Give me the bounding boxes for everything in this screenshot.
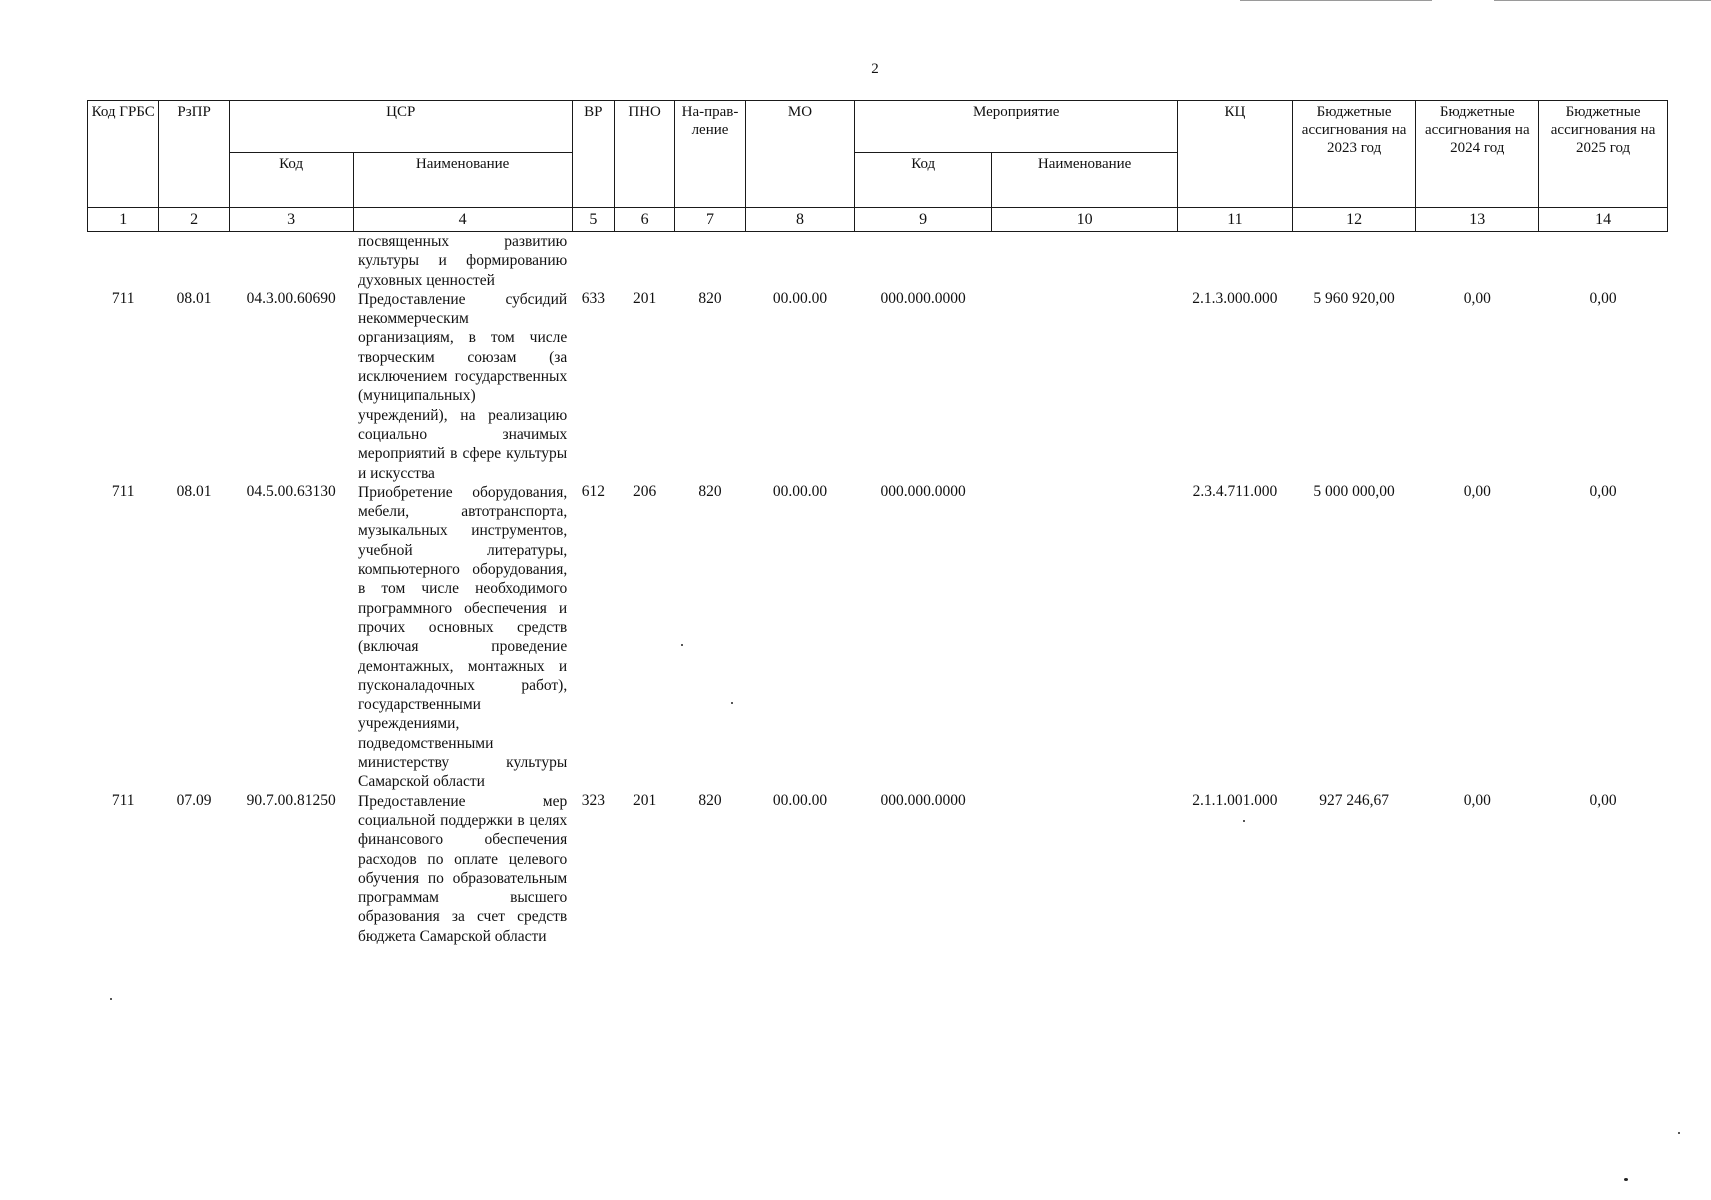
header-napravlenie: На-прав-ление (675, 101, 745, 208)
cell-rzpr: 08.01 (176, 289, 212, 307)
cell-mer-code: 000.000.0000 (880, 289, 966, 307)
table-row (88, 483, 1668, 792)
cell-csr-code: 04.5.00.63130 (246, 482, 336, 500)
column-number: 2 (159, 208, 229, 232)
cell-csr-name: Предоставление мер социальной поддержки в целях финансового обеспечения расходов по оплате целевого обучения по образовательным программам высшего образования за счет средств бюджета Самарской области (358, 792, 568, 945)
cell-mer-name (992, 483, 1178, 792)
cell-ba-2025: 0,00 (1589, 289, 1617, 307)
scan-speck (1243, 820, 1245, 822)
cell-rzpr: 08.01 (176, 482, 212, 500)
cell-ba-2025: 0,00 (1589, 791, 1617, 809)
header-mer-kod: Код (855, 153, 992, 208)
scan-edge-line (1240, 0, 1432, 1)
column-number: 12 (1292, 208, 1416, 232)
table-row (88, 792, 1668, 946)
column-number: 1 (88, 208, 159, 232)
column-number: 11 (1178, 208, 1293, 232)
cell-csr-name: Приобретение оборудования, мебели, автотранспорта, музыкальных инструментов, учебной литературы, компьютерного оборудования, в том числе необходимого программного обеспечения и прочих основных средств (включая проведение демонтажных, монтажных и пусконаладочных работ), государственными учреждениями, подведомственными министерству культуры Самарской области (358, 483, 568, 791)
cell-ba-2024: 0,00 (1463, 289, 1491, 307)
header-rzpr: РзПР (159, 101, 229, 208)
continuation-text: посвященных развитию культуры и формированию духовных ценностей (358, 233, 568, 289)
cell-mer-name (992, 290, 1178, 483)
cell-kod-grbs: 711 (111, 482, 135, 500)
cell-pno: 206 (633, 482, 657, 500)
cell-mer-code: 000.000.0000 (880, 791, 966, 809)
cell-ba-2023: 5 000 000,00 (1313, 482, 1395, 500)
cell-csr-code: 04.3.00.60690 (246, 289, 336, 307)
header-csr: ЦСР (229, 101, 572, 153)
column-number: 14 (1539, 208, 1668, 232)
header-csr-kod: Код (229, 153, 353, 208)
cell-napravlenie: 820 (698, 482, 722, 500)
cell-mer-name (992, 792, 1178, 946)
cell-rzpr: 07.09 (176, 791, 212, 809)
cell-mo: 00.00.00 (772, 791, 828, 809)
header-ba-2023: Бюджетные ассигнования на 2023 год (1292, 101, 1416, 208)
column-number: 10 (992, 208, 1178, 232)
scan-speck (681, 644, 683, 646)
cell-ba-2024: 0,00 (1463, 482, 1491, 500)
cell-napravlenie: 820 (698, 791, 722, 809)
header-kc: КЦ (1178, 101, 1293, 208)
header-ba-2024: Бюджетные ассигнования на 2024 год (1416, 101, 1539, 208)
page-number: 2 (871, 61, 879, 77)
scan-edge-line (1494, 0, 1711, 1)
header-vr: ВР (572, 101, 614, 208)
continuation-row (88, 232, 1668, 290)
cell-ba-2024: 0,00 (1463, 791, 1491, 809)
header-ba-2025: Бюджетные ассигнования на 2025 год (1539, 101, 1668, 208)
scan-speck (110, 998, 112, 1000)
header-kod-grbs: Код ГРБС (88, 101, 159, 208)
cell-kc: 2.1.1.001.000 (1192, 791, 1278, 809)
cell-ba-2023: 5 960 920,00 (1313, 289, 1395, 307)
header-mo: МО (745, 101, 855, 208)
cell-mo: 00.00.00 (772, 482, 828, 500)
cell-napravlenie: 820 (698, 289, 722, 307)
cell-ba-2025: 0,00 (1589, 482, 1617, 500)
cell-kc: 2.3.4.711.000 (1192, 482, 1278, 500)
cell-vr: 633 (581, 289, 605, 307)
scan-speck (731, 702, 733, 704)
column-number: 13 (1416, 208, 1539, 232)
header-meropriyatie: Мероприятие (855, 101, 1178, 153)
cell-ba-2023: 927 246,67 (1319, 791, 1389, 809)
cell-vr: 612 (581, 482, 605, 500)
cell-pno: 201 (633, 289, 657, 307)
cell-mo: 00.00.00 (772, 289, 828, 307)
cell-csr-name: Предоставление субсидий некоммерческим организациям, в том числе творческим союзам (за исключением государственных (муниципальных) учреждений), на реализацию социально значимых мероприятий в сфере культуры и искусства (358, 290, 568, 482)
header-pno: ПНО (614, 101, 674, 208)
column-number: 5 (572, 208, 614, 232)
scan-speck (1678, 1132, 1680, 1134)
column-number: 4 (353, 208, 572, 232)
column-number: 8 (745, 208, 855, 232)
budget-table (87, 100, 1668, 946)
cell-kc: 2.1.3.000.000 (1192, 289, 1278, 307)
header-mer-name: Наименование (992, 153, 1178, 208)
column-number: 3 (229, 208, 353, 232)
table-row (88, 290, 1668, 483)
cell-kod-grbs: 711 (111, 791, 135, 809)
cell-kod-grbs: 711 (111, 289, 135, 307)
scan-speck (1624, 1178, 1628, 1181)
column-number-row (88, 208, 1668, 232)
cell-pno: 201 (633, 791, 657, 809)
column-number: 7 (675, 208, 745, 232)
cell-csr-code: 90.7.00.81250 (246, 791, 336, 809)
cell-mer-code: 000.000.0000 (880, 482, 966, 500)
column-number: 9 (855, 208, 992, 232)
cell-vr: 323 (581, 791, 605, 809)
column-number: 6 (614, 208, 674, 232)
header-csr-name: Наименование (353, 153, 572, 208)
